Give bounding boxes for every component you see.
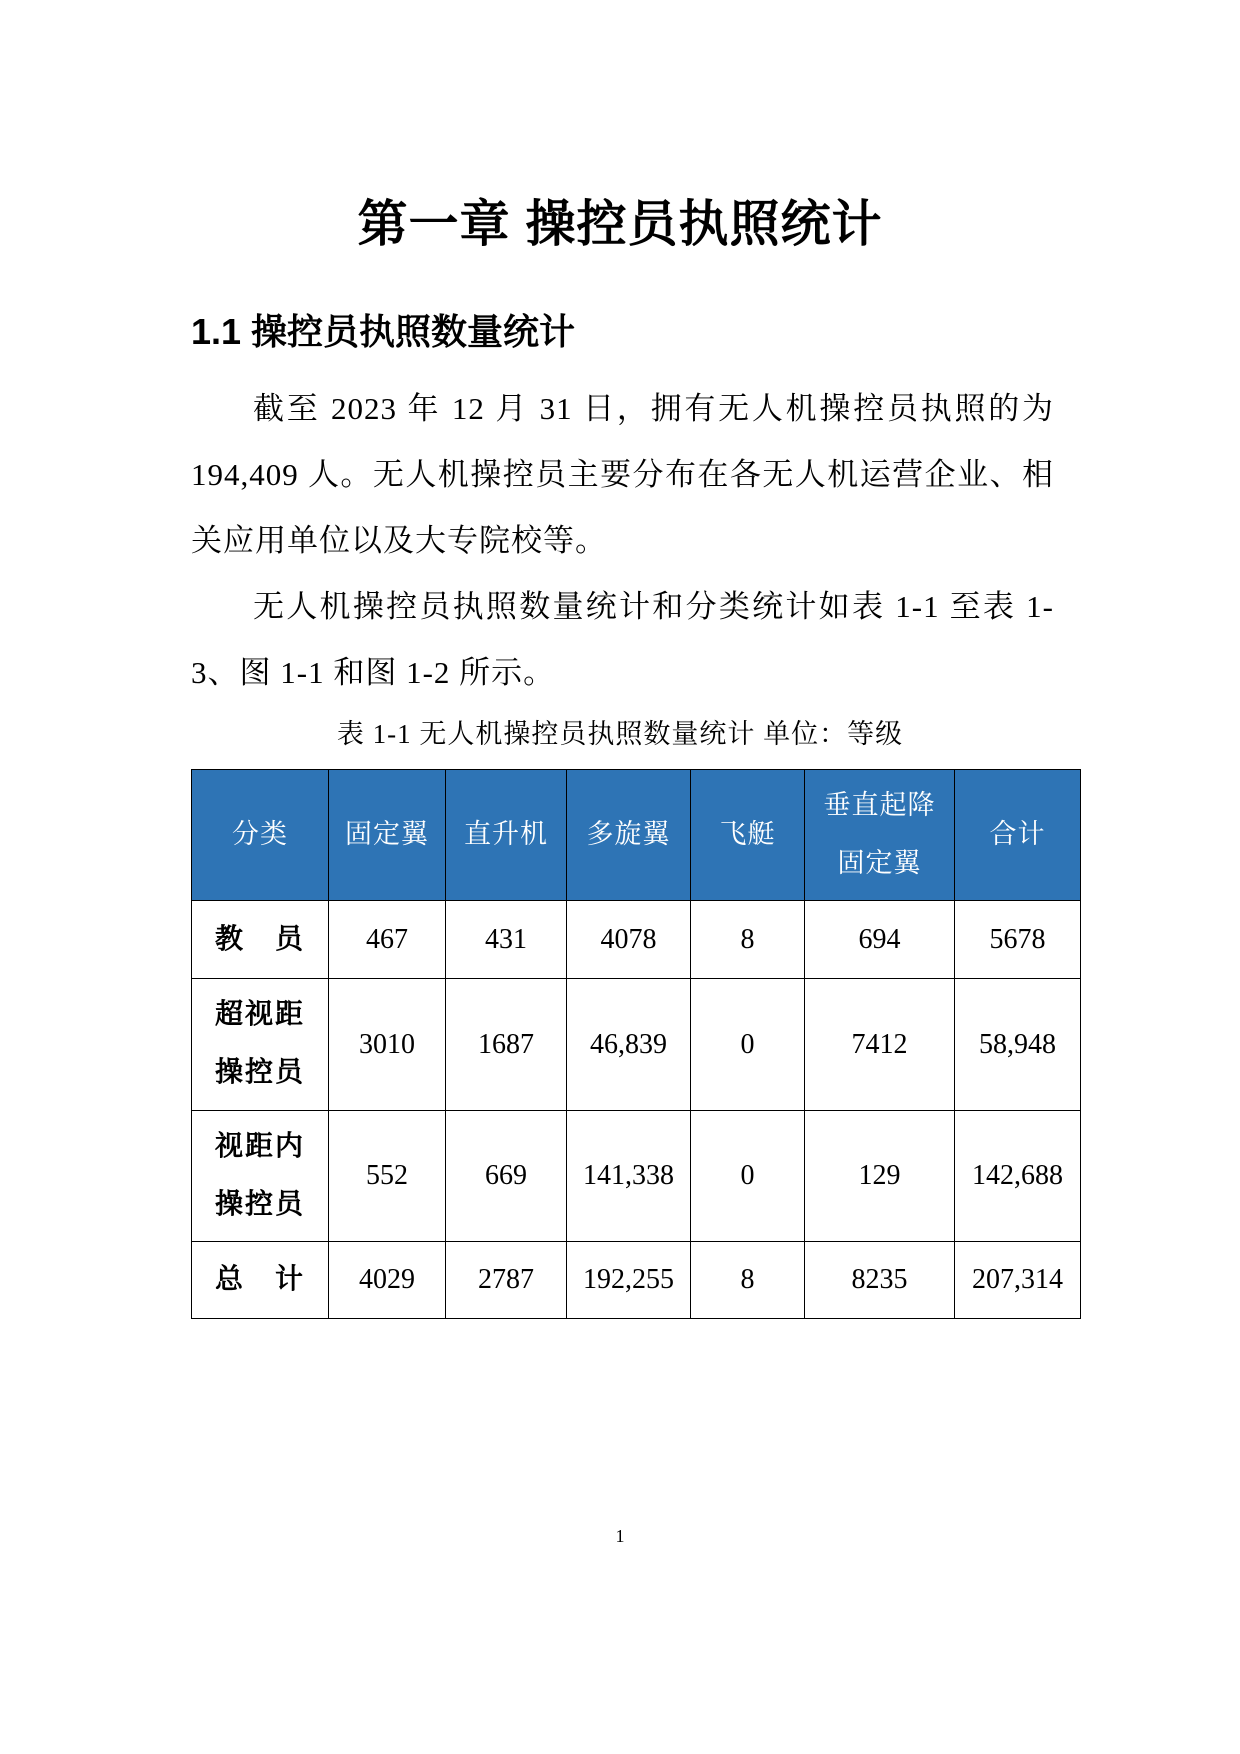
- section-heading: 1.1 操控员执照数量统计: [191, 311, 576, 352]
- table-cell: 46,839: [567, 979, 691, 1111]
- table-cell: 8: [691, 901, 805, 979]
- table-cell: 1687: [446, 979, 567, 1111]
- column-header-label: 多旋翼: [586, 819, 671, 850]
- body-text: [191, 376, 1054, 706]
- row-label-cell: [192, 901, 329, 979]
- table-cell: 552: [329, 1111, 446, 1242]
- row-label: 教 员: [214, 923, 305, 955]
- column-header: [805, 770, 955, 901]
- table-header: [192, 770, 1081, 901]
- table-row: [192, 1111, 1081, 1242]
- table-cell: 669: [446, 1111, 567, 1242]
- table-cell: 4078: [567, 901, 691, 979]
- row-label: 超视距操控员: [214, 999, 305, 1088]
- column-header-label: 固定翼: [345, 819, 429, 850]
- column-header: [329, 770, 446, 901]
- table-row: [192, 979, 1081, 1111]
- row-label: 总 计: [214, 1264, 305, 1295]
- table-cell: 431: [446, 901, 567, 979]
- column-header: [192, 770, 329, 901]
- table-cell: 7412: [805, 979, 955, 1111]
- table-row: [192, 1242, 1081, 1319]
- table-cell: 0: [691, 979, 805, 1111]
- table-cell: 141,338: [567, 1111, 691, 1242]
- license-stats-table: [191, 769, 1081, 1319]
- table-cell: 467: [329, 901, 446, 979]
- column-header-label: 合计: [989, 819, 1046, 850]
- table-cell: 8: [691, 1242, 805, 1319]
- table-header-row: [192, 770, 1081, 901]
- table-body: [192, 901, 1081, 1319]
- table-cell: 58,948: [955, 979, 1081, 1111]
- table-cell: 207,314: [955, 1242, 1081, 1319]
- column-header-label: 飞艇: [719, 819, 776, 850]
- column-header: [567, 770, 691, 901]
- table-cell: 8235: [805, 1242, 955, 1319]
- row-label-cell: [192, 1242, 329, 1319]
- table-row: [192, 901, 1081, 979]
- row-label: 视距内操控员: [214, 1130, 305, 1220]
- table-cell: 142,688: [955, 1111, 1081, 1242]
- row-label-cell: [192, 979, 329, 1111]
- table-caption: 表 1-1 无人机操控员执照数量统计 单位：等级: [336, 719, 904, 749]
- table-cell: 4029: [329, 1242, 446, 1319]
- table-cell: 5678: [955, 901, 1081, 979]
- column-header: [955, 770, 1081, 901]
- chapter-title: 第一章 操控员执照统计: [357, 196, 883, 252]
- column-header: [446, 770, 567, 901]
- paragraph: 截至 2023 年 12 月 31 日，拥有无人机操控员执照的为 194,409 人。无人机操控员主要分布在各无人机运营企业、相关应用单位以及大专院校等。: [191, 391, 1054, 558]
- table-cell: 3010: [329, 979, 446, 1111]
- table-cell: 129: [805, 1111, 955, 1242]
- row-label-cell: [192, 1111, 329, 1242]
- paragraph: 无人机操控员执照数量统计和分类统计如表 1-1 至表 1-3、图 1-1 和图 1-2 所示。: [191, 589, 1054, 690]
- table-cell: 694: [805, 901, 955, 979]
- column-header: [691, 770, 805, 901]
- column-header-label: 直升机: [464, 819, 548, 850]
- table-cell: 2787: [446, 1242, 567, 1319]
- column-header-label: 垂直起降固定翼: [823, 789, 936, 879]
- column-header-label: 分类: [232, 819, 288, 850]
- table-cell: 0: [691, 1111, 805, 1242]
- table-cell: 192,255: [567, 1242, 691, 1319]
- page-number: 1: [615, 1526, 625, 1546]
